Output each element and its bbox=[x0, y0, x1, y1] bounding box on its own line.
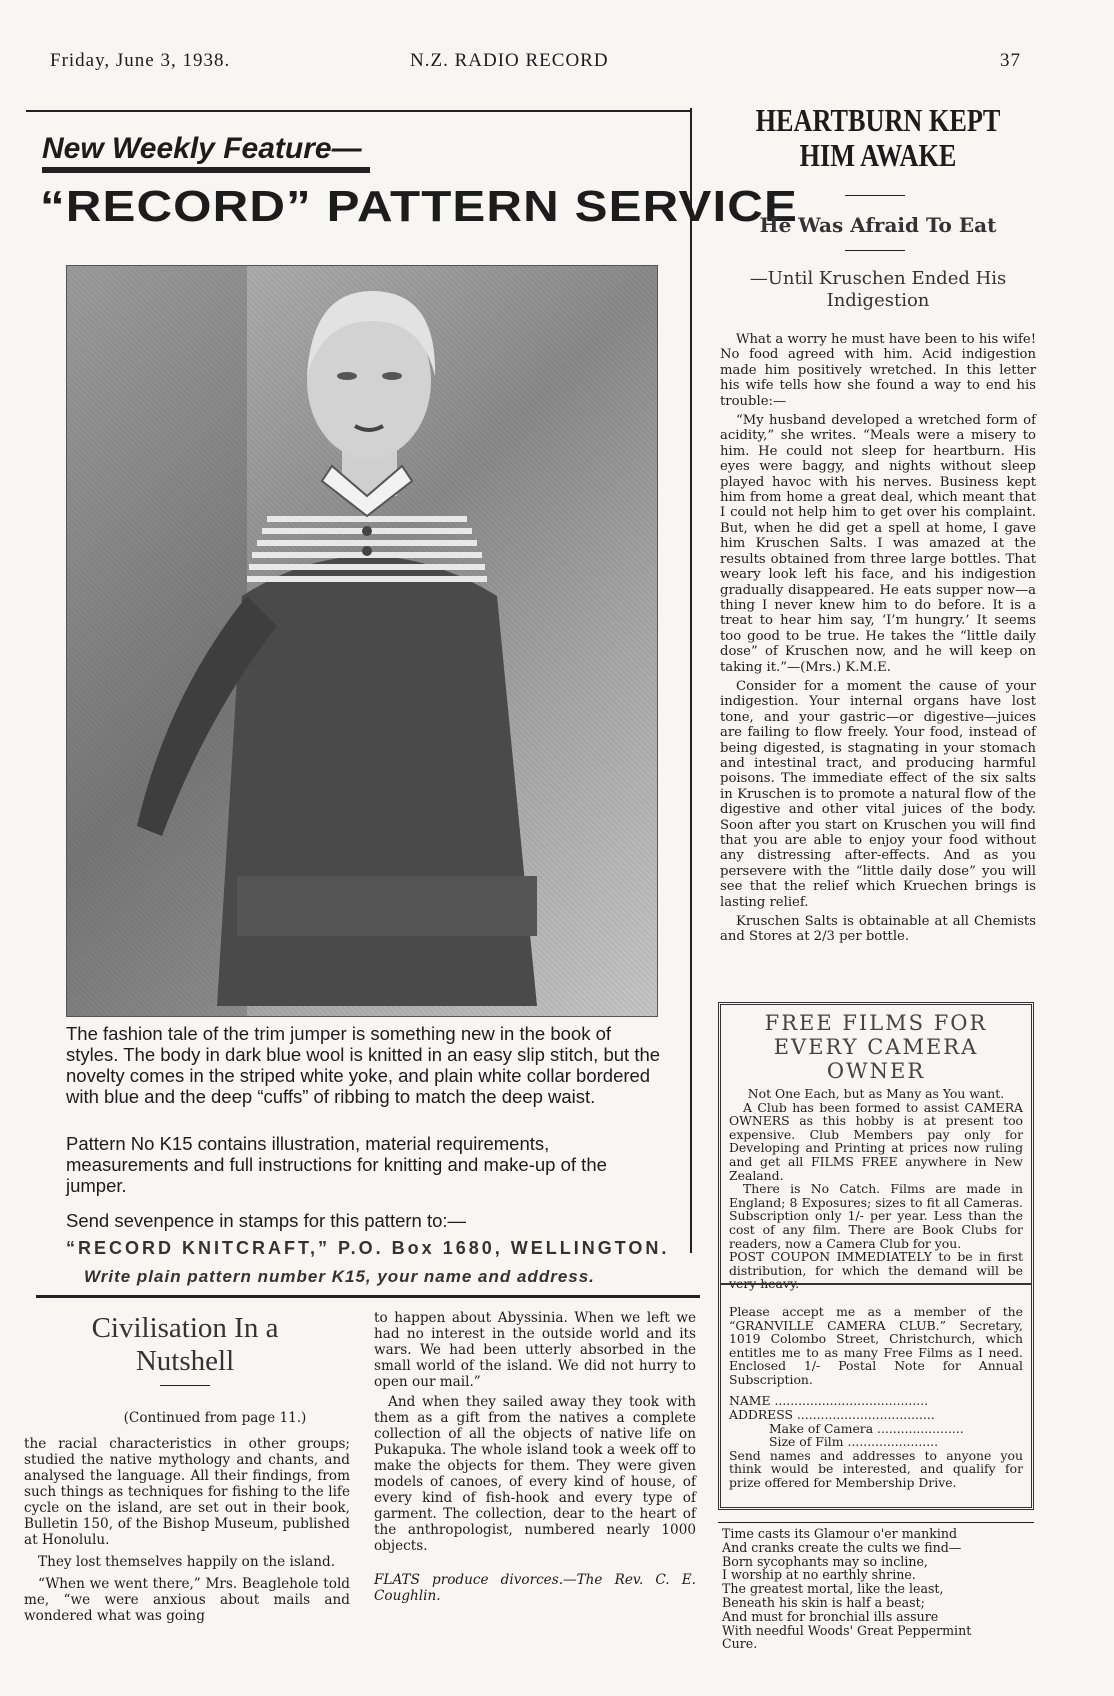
kicker-underline bbox=[42, 167, 370, 173]
feature-kicker: New Weekly Feature— bbox=[42, 132, 362, 165]
heartburn-subhead-2: —Until Kruschen Ended His Indigestion bbox=[749, 268, 1007, 311]
name-field-label: NAME ....................................... bbox=[729, 1393, 929, 1409]
film-size-label: Size of Film ....................... bbox=[769, 1434, 939, 1450]
caption-paragraph-1: The fashion tale of the trim jumper is something new in the book of styles. The body in dark blue wool is knitted in an easy slip stitch, but the novelty comes in the striped white yoke, and plain white collar bordered with blue and the deep “cuffs” of ribbing to match the deep waist. bbox=[66, 1023, 661, 1107]
heartburn-p1: What a worry he must have been to his wife! No food agreed with him. Acid indigestion made him positively wretched. In this letter his wife tells how she found a way to end his trouble:— bbox=[720, 332, 1036, 409]
civilisation-col-2 bbox=[374, 1310, 696, 1604]
heartburn-rule-2 bbox=[845, 250, 905, 251]
heartburn-headline: HEARTBURN KEPT HIM AWAKE bbox=[755, 102, 1001, 173]
top-rule-left bbox=[26, 110, 690, 112]
woods-poem: Time casts its Glamour o'er mankind And cranks create the cults we find— Born sycophants may so incline, I worship at no earthly shrine. The greatest mortal, like the least, Beneath his skin is half a beast; And must for bronchial ills assure With needful Woods' Great Peppermint Cure. bbox=[722, 1526, 972, 1652]
coupon-divider bbox=[721, 1283, 1031, 1285]
fashion-photo bbox=[66, 265, 658, 1017]
free-films-tagline: Not One Each, but as Many as You want. bbox=[747, 1086, 1005, 1101]
heartburn-body bbox=[720, 332, 1036, 949]
civilisation-col-1 bbox=[24, 1436, 350, 1624]
civilisation-p1: the racial characteristics in other groups; studied the native mythology and chants, and analysed the language. All their findings, from such things as techniques for fishing to the life cycle on the island, are set out in their book, Bulletin 150, of the Bishop Museum, published at Honolulu. bbox=[24, 1436, 350, 1548]
masthead-page-number: 37 bbox=[1000, 50, 1021, 71]
address-field-label: ADDRESS ................................... bbox=[729, 1407, 935, 1423]
heartburn-p2: “My husband developed a wretched form of acidity,” she writes. “Meals were a misery to him. He could not sleep for heartburn. His eyes were baggy, and nights without sleep played havoc with his nerves. Business kept him from home a great deal, which meant that I could not help him to get over his complaint. But, when he did get a spell at home, I gave him Kruschen Salts. I was amazed at the results obtained from three large bottles. That weary look left his face, and his indigestion gradually disappeared. He eats supper now—a thing I never knew him to do before. It is a treat to hear him say, ‘I’m hungry.’ It seems too good to be true. He takes the “little daily dose” of Kruschen now, and he will keep on taking it.”—(Mrs.) K.M.E. bbox=[720, 413, 1036, 675]
camera-make-label: Make of Camera ...................... bbox=[769, 1420, 964, 1436]
poem-rule bbox=[718, 1522, 1034, 1523]
civilisation-p5: And when they sailed away they took with them as a gift from the natives a complete collection of all the objects of native life on Pukapuka. The whole island took a week off to make the objects for them. They were given models of canoes, of every kind of house, of every kind of fish-hook and every type of garment. The collection, dear to the heart of the anthropologist, numbered nearly 1000 objects. bbox=[374, 1394, 696, 1554]
send-line: Send sevenpence in stamps for this pattern to:— bbox=[66, 1210, 467, 1231]
masthead-date: Friday, June 3, 1938. bbox=[50, 50, 231, 71]
continued-note: (Continued from page 11.) bbox=[123, 1410, 307, 1426]
coupon-text: Please accept me as a member of the “GRANVILLE CAMERA CLUB.” Secretary, 1019 Colombo Street, Christchurch, which entitles me to as many Free Films as I need. Enclosed 1/- Postal Note for Annual Subscription. bbox=[729, 1303, 1023, 1387]
write-instruction: Write plain pattern number K15, your name and address. bbox=[84, 1267, 595, 1286]
caption-paragraph-2: Pattern No K15 contains illustration, material requirements, measurements and full instructions for knitting and make-up of the jumper. bbox=[66, 1133, 607, 1196]
civilisation-p2: They lost themselves happily on the island. bbox=[38, 1554, 336, 1570]
column-divider bbox=[690, 108, 692, 1253]
civilisation-title-rule bbox=[160, 1385, 210, 1386]
heartburn-rule-1 bbox=[845, 195, 905, 196]
civilisation-p3: “When we went there,” Mrs. Beaglehole told me, “we were anxious about mails and wondered what was going bbox=[24, 1576, 350, 1624]
send-address: “RECORD KNITCRAFT,” P.O. Box 1680, WELLINGTON. bbox=[66, 1238, 670, 1258]
feature-headline: “RECORD” PATTERN SERVICE bbox=[40, 182, 798, 231]
masthead-publication: N.Z. RADIO RECORD bbox=[410, 50, 609, 71]
civilisation-title: Civilisation In a Nutshell bbox=[91, 1312, 279, 1377]
heartburn-p4: Kruschen Salts is obtainable at all Chemists and Stores at 2/3 per bottle. bbox=[720, 914, 1036, 945]
free-films-p3: POST COUPON IMMEDIATELY to be in first distribution, for which the demand will be very heavy. bbox=[729, 1249, 1023, 1292]
free-films-p2: There is No Catch. Films are made in England; 8 Exposures; sizes to fit all Cameras. Subscription only 1/- per year. Less than the cost of any film. There are Book Clubs for readers, now a Camera Club for you. bbox=[729, 1181, 1023, 1251]
flats-quote: FLATS produce divorces.—The Rev. C. E. Coughlin. bbox=[374, 1572, 696, 1604]
free-films-ad bbox=[718, 1002, 1034, 1510]
heartburn-p3: Consider for a moment the cause of your indigestion. Your internal organs have lost tone, and your gastric—or digestive—juices are failing to flow freely. Your food, instead of being digested, is stagnating in your stomach and intestinal tract, and producing harmful poisons. The immediate effect of the six salts in Kruschen is to promote a natural flow of the digestive and other vital juices of the body. Soon after you start on Kruschen you will find that you are able to enjoy your food without any distressing after-effects. And as you persevere with the “little daily dose” you will see that the relief which Kruechen brings is lasting relief. bbox=[720, 678, 1036, 910]
free-films-p1: A Club has been formed to assist CAMERA OWNERS as this hobby is at present too expensive. Club Members pay only for Developing and Printing at prices now ruling and get all FILMS FREE anywhere in New Zealand. bbox=[729, 1099, 1023, 1183]
free-films-title: FREE FILMS FOR EVERY CAMERA OWNER bbox=[764, 1011, 988, 1083]
civilisation-p4: to happen about Abyssinia. When we left we had no interest in the outside world and its wars. We had been utterly absorbed in the small world of the island. We did not hurry to open our mail.” bbox=[374, 1310, 696, 1390]
pattern-bottom-rule bbox=[36, 1295, 700, 1298]
send-names-text: Send names and addresses to anyone you think would be interested, and qualify for prize offered for Membership Drive. bbox=[729, 1447, 1023, 1491]
fashion-photo-figure bbox=[67, 266, 657, 1016]
heartburn-subhead: He Was Afraid To Eat bbox=[759, 213, 997, 237]
